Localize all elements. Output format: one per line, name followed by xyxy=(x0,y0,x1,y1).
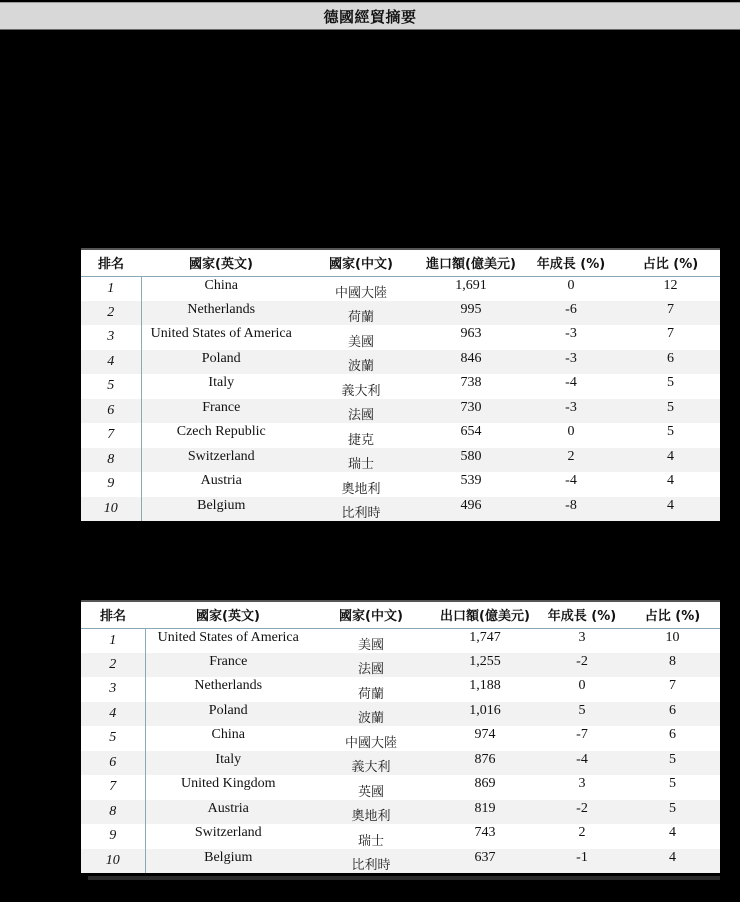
country-en-cell: China xyxy=(145,726,311,751)
country-en-cell: Austria xyxy=(145,800,311,825)
growth-cell: -2 xyxy=(539,800,625,825)
share-cell: 4 xyxy=(621,472,720,497)
rank-cell: 4 xyxy=(81,702,145,727)
column-header-share: 占比 (%) xyxy=(625,602,720,628)
rank-cell: 9 xyxy=(81,824,145,849)
share-cell: 5 xyxy=(625,800,720,825)
country-zh-cell: 捷克 xyxy=(301,423,421,448)
table-row xyxy=(81,653,720,678)
share-cell: 4 xyxy=(621,448,720,473)
table-row xyxy=(81,677,720,702)
growth-cell: -7 xyxy=(539,726,625,751)
table-row xyxy=(81,276,720,301)
value-cell: 846 xyxy=(421,350,521,375)
table-row xyxy=(81,800,720,825)
country-zh-cell: 奧地利 xyxy=(311,800,431,825)
country-zh-cell: 荷蘭 xyxy=(311,677,431,702)
share-cell: 5 xyxy=(625,775,720,800)
rank-cell: 3 xyxy=(81,677,145,702)
country-en-cell: United States of America xyxy=(145,628,311,653)
country-en-cell: Poland xyxy=(145,702,311,727)
country-en-cell: Netherlands xyxy=(141,301,301,326)
country-zh-cell: 法國 xyxy=(301,399,421,424)
table-row xyxy=(81,497,720,522)
rank-cell: 8 xyxy=(81,448,141,473)
share-cell: 4 xyxy=(621,497,720,522)
value-cell: 1,747 xyxy=(431,628,539,653)
value-cell: 1,691 xyxy=(421,276,521,301)
table-row xyxy=(81,849,720,874)
growth-cell: -3 xyxy=(521,325,621,350)
country-en-cell: Switzerland xyxy=(145,824,311,849)
country-zh-cell: 法國 xyxy=(311,653,431,678)
country-en-cell: France xyxy=(141,399,301,424)
table-row xyxy=(81,374,720,399)
value-cell: 876 xyxy=(431,751,539,776)
title-bar xyxy=(0,2,740,30)
country-en-cell: Italy xyxy=(141,374,301,399)
rank-cell: 6 xyxy=(81,399,141,424)
rank-cell: 7 xyxy=(81,423,141,448)
rank-cell: 2 xyxy=(81,301,141,326)
growth-cell: 0 xyxy=(539,677,625,702)
value-cell: 1,255 xyxy=(431,653,539,678)
country-zh-cell: 中國大陸 xyxy=(301,276,421,301)
growth-cell: -4 xyxy=(521,472,621,497)
country-zh-cell: 義大利 xyxy=(301,374,421,399)
column-header-export-value: 出口額(億美元) xyxy=(431,602,539,628)
country-zh-cell: 美國 xyxy=(301,325,421,350)
table-row xyxy=(81,325,720,350)
table-row xyxy=(81,702,720,727)
column-header-country-en: 國家(英文) xyxy=(141,250,301,276)
value-cell: 963 xyxy=(421,325,521,350)
share-cell: 5 xyxy=(621,423,720,448)
value-cell: 743 xyxy=(431,824,539,849)
country-zh-cell: 瑞士 xyxy=(311,824,431,849)
growth-cell: 0 xyxy=(521,423,621,448)
share-cell: 7 xyxy=(621,325,720,350)
value-cell: 496 xyxy=(421,497,521,522)
country-zh-cell: 荷蘭 xyxy=(301,301,421,326)
value-cell: 819 xyxy=(431,800,539,825)
growth-cell: -3 xyxy=(521,399,621,424)
value-cell: 869 xyxy=(431,775,539,800)
country-en-cell: France xyxy=(145,653,311,678)
growth-cell: 3 xyxy=(539,775,625,800)
column-header-country-en: 國家(英文) xyxy=(145,602,311,628)
column-header-country-zh: 國家(中文) xyxy=(311,602,431,628)
country-zh-cell: 義大利 xyxy=(311,751,431,776)
value-cell: 738 xyxy=(421,374,521,399)
table-row xyxy=(81,448,720,473)
table-row xyxy=(81,350,720,375)
country-zh-cell: 瑞士 xyxy=(301,448,421,473)
exports-table xyxy=(81,600,720,873)
growth-cell: 2 xyxy=(521,448,621,473)
column-header-growth: 年成長 (%) xyxy=(521,250,621,276)
table-row xyxy=(81,751,720,776)
table-row xyxy=(81,423,720,448)
column-header-growth: 年成長 (%) xyxy=(539,602,625,628)
value-cell: 1,016 xyxy=(431,702,539,727)
value-cell: 730 xyxy=(421,399,521,424)
country-en-cell: China xyxy=(141,276,301,301)
share-cell: 6 xyxy=(621,350,720,375)
country-en-cell: Netherlands xyxy=(145,677,311,702)
value-cell: 654 xyxy=(421,423,521,448)
share-cell: 7 xyxy=(625,677,720,702)
table-row xyxy=(81,399,720,424)
growth-cell: -3 xyxy=(521,350,621,375)
share-cell: 8 xyxy=(625,653,720,678)
share-cell: 4 xyxy=(625,824,720,849)
country-en-cell: Belgium xyxy=(145,849,311,874)
value-cell: 539 xyxy=(421,472,521,497)
growth-cell: -4 xyxy=(539,751,625,776)
share-cell: 5 xyxy=(621,399,720,424)
rank-cell: 6 xyxy=(81,751,145,776)
value-cell: 995 xyxy=(421,301,521,326)
growth-cell: 3 xyxy=(539,628,625,653)
share-cell: 10 xyxy=(625,628,720,653)
share-cell: 5 xyxy=(625,751,720,776)
table-row xyxy=(81,628,720,653)
rank-cell: 5 xyxy=(81,726,145,751)
country-zh-cell: 比利時 xyxy=(311,849,431,874)
growth-cell: 5 xyxy=(539,702,625,727)
imports-table xyxy=(81,248,720,521)
share-cell: 7 xyxy=(621,301,720,326)
country-zh-cell: 波蘭 xyxy=(311,702,431,727)
rank-cell: 9 xyxy=(81,472,141,497)
country-zh-cell: 奧地利 xyxy=(301,472,421,497)
growth-cell: -6 xyxy=(521,301,621,326)
growth-cell: -8 xyxy=(521,497,621,522)
column-header-rank: 排名 xyxy=(81,250,141,276)
country-zh-cell: 波蘭 xyxy=(301,350,421,375)
country-en-cell: Switzerland xyxy=(141,448,301,473)
country-en-cell: United States of America xyxy=(141,325,301,350)
rank-cell: 3 xyxy=(81,325,141,350)
country-zh-cell: 美國 xyxy=(311,628,431,653)
share-cell: 4 xyxy=(625,849,720,874)
rank-cell: 1 xyxy=(81,276,141,301)
column-header-import-value: 進口額(億美元) xyxy=(421,250,521,276)
rank-cell: 10 xyxy=(81,849,145,874)
growth-cell: -1 xyxy=(539,849,625,874)
page-title: 德國經貿摘要 xyxy=(323,7,417,26)
table-shadow-divider xyxy=(88,876,720,880)
rank-cell: 1 xyxy=(81,628,145,653)
rank-cell: 2 xyxy=(81,653,145,678)
table-header-row xyxy=(81,602,720,628)
rank-cell: 8 xyxy=(81,800,145,825)
table-row xyxy=(81,301,720,326)
table-row xyxy=(81,472,720,497)
country-zh-cell: 英國 xyxy=(311,775,431,800)
growth-cell: -2 xyxy=(539,653,625,678)
country-en-cell: Poland xyxy=(141,350,301,375)
share-cell: 6 xyxy=(625,702,720,727)
table-row xyxy=(81,824,720,849)
value-cell: 974 xyxy=(431,726,539,751)
table-row xyxy=(81,775,720,800)
share-cell: 12 xyxy=(621,276,720,301)
country-en-cell: United Kingdom xyxy=(145,775,311,800)
rank-cell: 5 xyxy=(81,374,141,399)
column-header-rank: 排名 xyxy=(81,602,145,628)
column-header-share: 占比 (%) xyxy=(621,250,720,276)
country-zh-cell: 中國大陸 xyxy=(311,726,431,751)
country-en-cell: Czech Republic xyxy=(141,423,301,448)
growth-cell: 2 xyxy=(539,824,625,849)
rank-cell: 10 xyxy=(81,497,141,522)
column-header-country-zh: 國家(中文) xyxy=(301,250,421,276)
rank-cell: 7 xyxy=(81,775,145,800)
share-cell: 6 xyxy=(625,726,720,751)
rank-cell: 4 xyxy=(81,350,141,375)
share-cell: 5 xyxy=(621,374,720,399)
country-zh-cell: 比利時 xyxy=(301,497,421,522)
table-header-row xyxy=(81,250,720,276)
value-cell: 1,188 xyxy=(431,677,539,702)
growth-cell: 0 xyxy=(521,276,621,301)
value-cell: 580 xyxy=(421,448,521,473)
value-cell: 637 xyxy=(431,849,539,874)
country-en-cell: Italy xyxy=(145,751,311,776)
table-row xyxy=(81,726,720,751)
country-en-cell: Belgium xyxy=(141,497,301,522)
growth-cell: -4 xyxy=(521,374,621,399)
country-en-cell: Austria xyxy=(141,472,301,497)
